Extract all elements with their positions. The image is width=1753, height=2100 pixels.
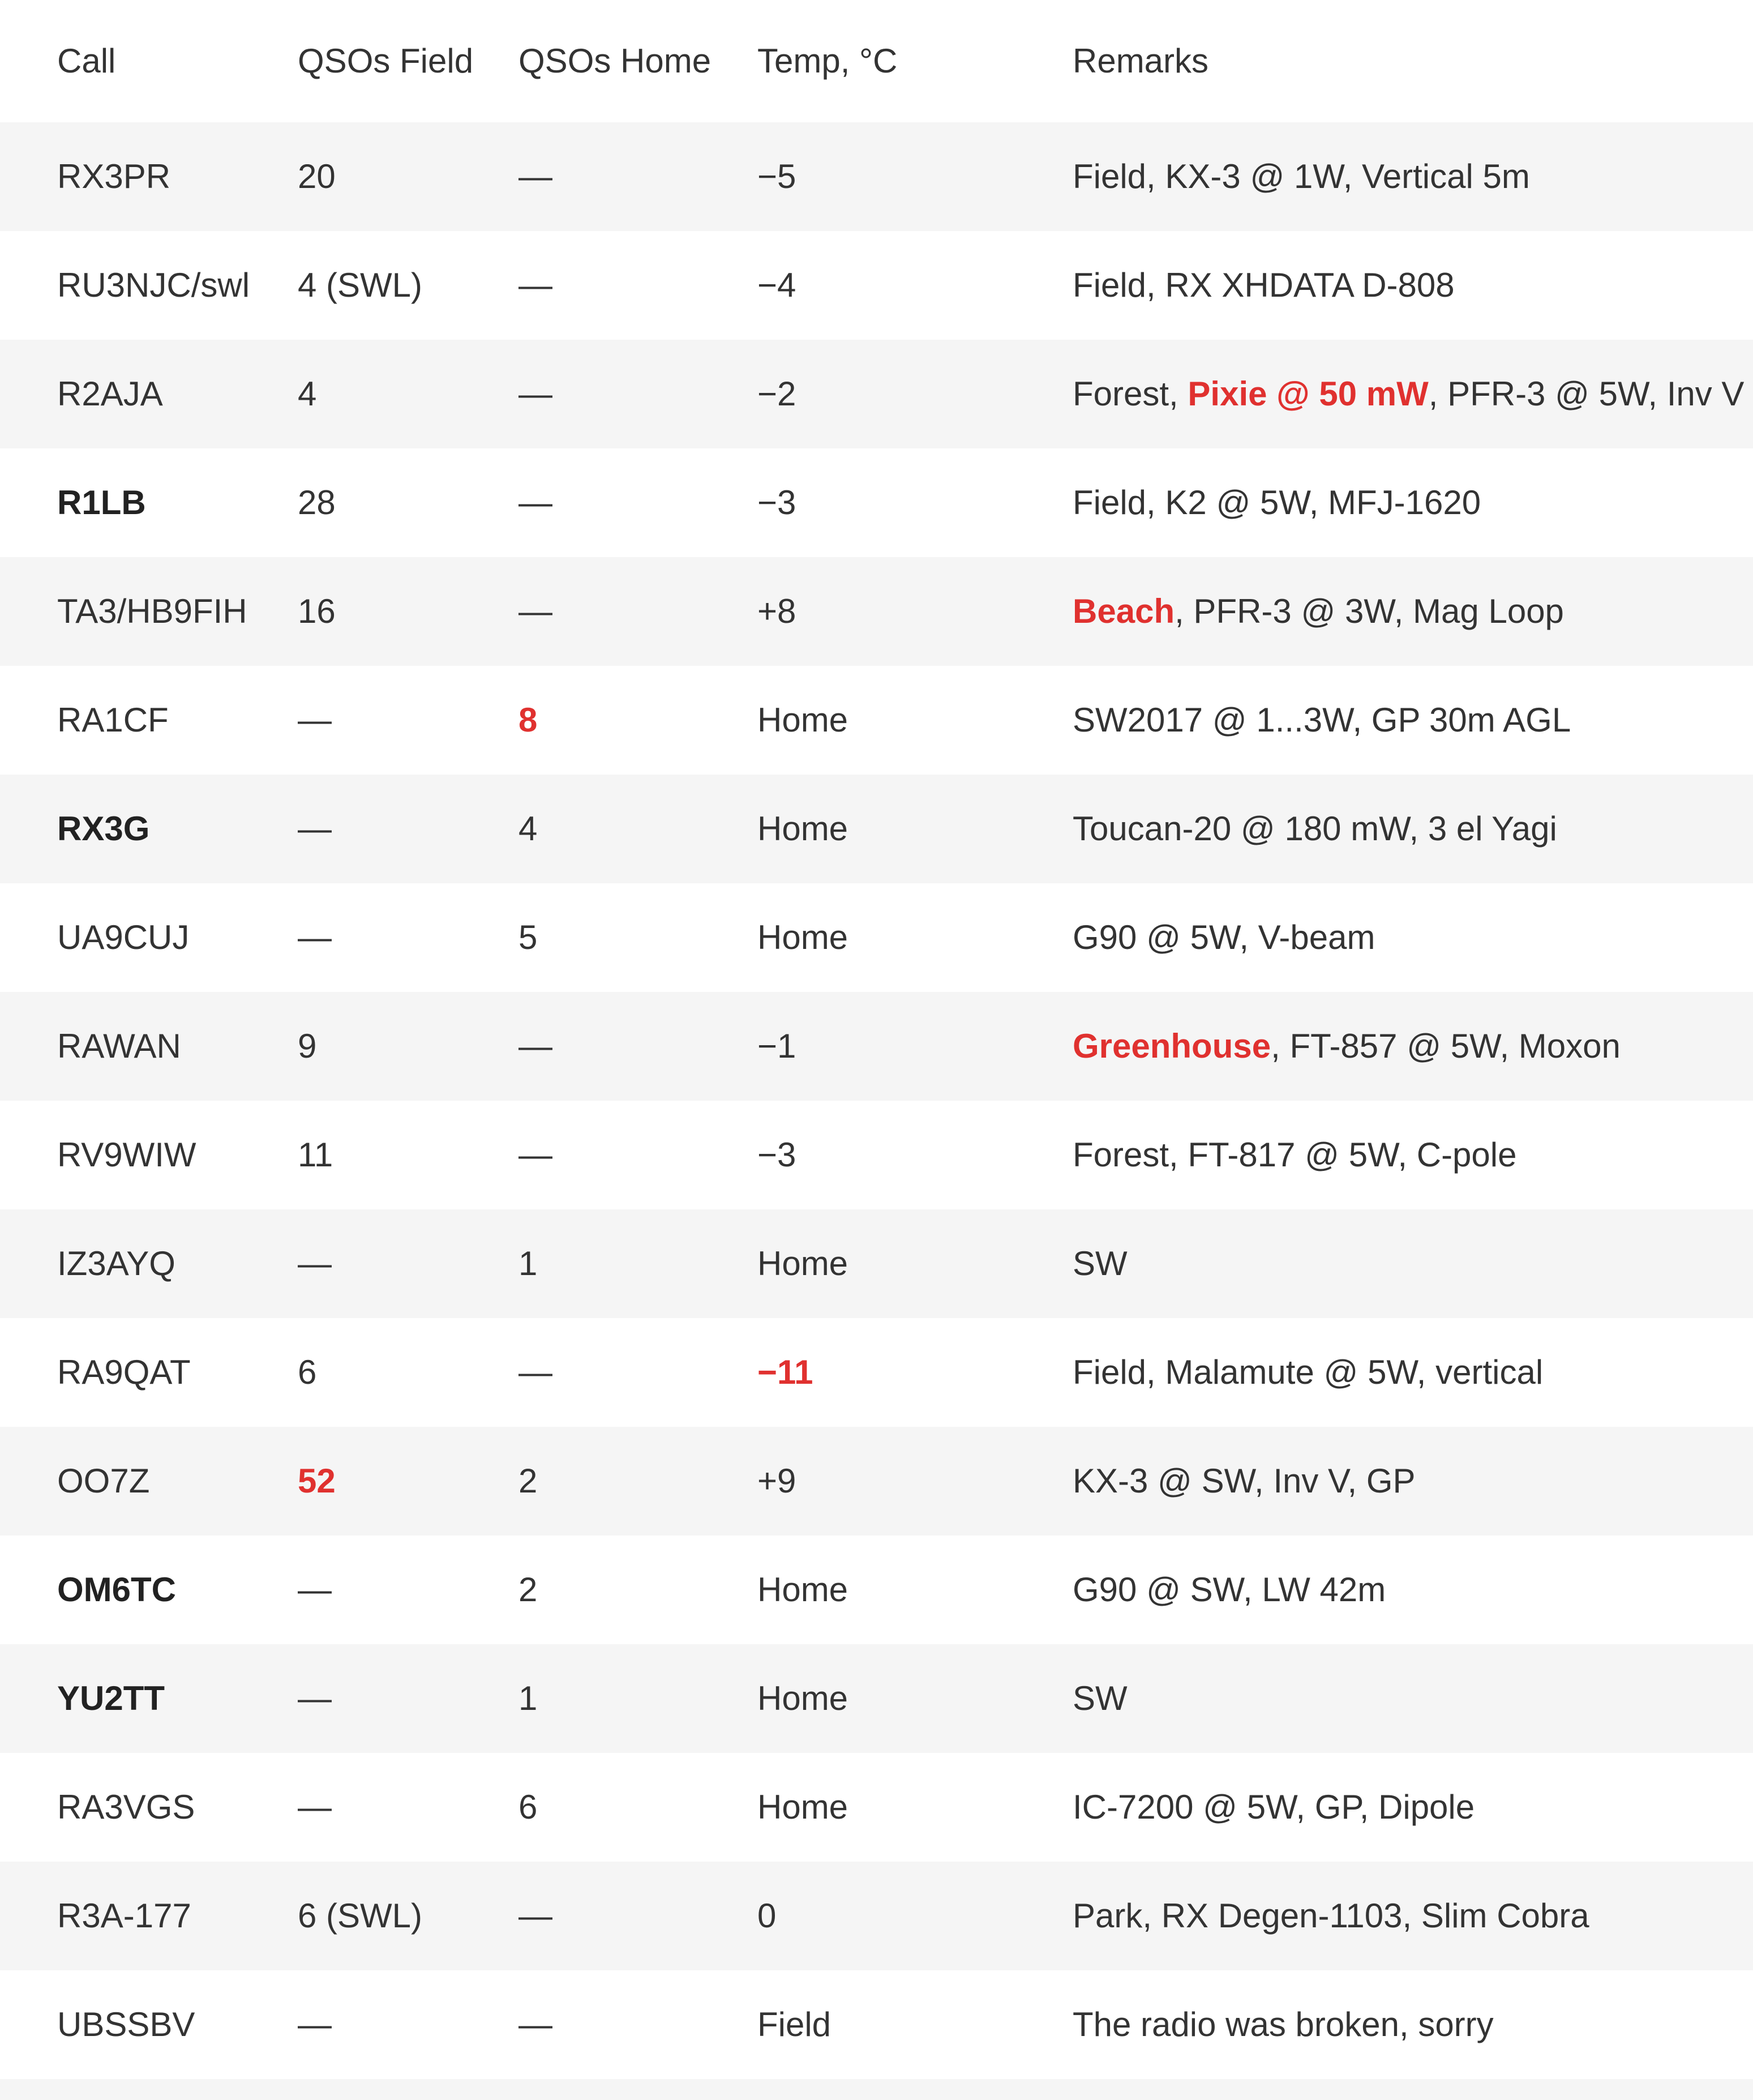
cell-remarks <box>1073 268 1455 302</box>
cell-remarks <box>1073 1029 1621 1063</box>
cell-qsos-home: 8 <box>518 701 538 739</box>
cell-remarks <box>1073 812 1557 846</box>
cell-call: UBSSBV <box>57 2005 195 2043</box>
cell-call: RX3G <box>57 810 150 848</box>
remark-text: SW2017 @ 1...3W, GP 30m AGL <box>1073 701 1571 739</box>
cell-remarks <box>1073 1464 1416 1498</box>
cell-temp: Home <box>757 1244 848 1282</box>
cell-temp: +9 <box>757 1462 796 1500</box>
cell-temp: Home <box>757 1571 848 1609</box>
cell-qsos-field: 28 <box>298 484 336 521</box>
header-temp: Temp, °C <box>757 42 898 80</box>
cell-qsos-home: 4 <box>518 810 538 848</box>
table-row <box>0 992 1753 1101</box>
remark-text: IC-7200 @ 5W, GP, Dipole <box>1073 1788 1475 1826</box>
header-qsos-home: QSOs Home <box>518 42 712 80</box>
cell-qsos-field: — <box>298 701 332 739</box>
cell-qsos-home: 2 <box>518 1571 538 1609</box>
cell-qsos-field: — <box>298 1244 332 1282</box>
remark-highlight: Pixie @ 50 mW <box>1188 375 1429 413</box>
cell-remarks <box>1073 377 1744 411</box>
remark-text: SW <box>1073 1679 1128 1717</box>
header-remarks: Remarks <box>1073 42 1209 80</box>
table-row <box>0 231 1753 340</box>
table-bottom-strip <box>0 2079 1753 2100</box>
table-row <box>0 340 1753 448</box>
cell-remarks <box>1073 157 1530 195</box>
cell-call: RV9WIW <box>57 1136 196 1174</box>
cell-temp: Field <box>757 2005 832 2043</box>
cell-qsos-home: 1 <box>518 1679 538 1717</box>
cell-qsos-field: 6 (SWL) <box>298 1897 423 1935</box>
cell-qsos-field: 4 (SWL) <box>298 266 423 304</box>
table-row <box>0 883 1753 992</box>
cell-temp: +8 <box>757 592 796 630</box>
cell-qsos-field: 9 <box>298 1027 317 1065</box>
table-row <box>0 775 1753 883</box>
cell-remarks <box>1073 1138 1516 1172</box>
cell-call: RU3NJC/swl <box>57 266 250 304</box>
table-row <box>0 1644 1753 1753</box>
cell-call: RA9QAT <box>57 1353 191 1391</box>
cell-temp: 0 <box>757 1897 777 1935</box>
cell-qsos-home: — <box>518 1353 552 1391</box>
remark-text: SW <box>1073 1244 1128 1282</box>
cell-call: R3A-177 <box>57 1897 191 1935</box>
cell-qsos-field: — <box>298 1679 332 1717</box>
remark-text: G90 @ SW, LW 42m <box>1073 1571 1386 1609</box>
remark-text: Field, K2 @ 5W, MFJ-1620 <box>1073 484 1481 521</box>
header-qsos-field: QSOs Field <box>298 42 474 80</box>
table-row <box>0 448 1753 557</box>
remark-text: , FT-857 @ 5W, Moxon <box>1271 1027 1621 1065</box>
cell-qsos-field: 16 <box>298 592 336 630</box>
cell-temp: Home <box>757 1788 848 1826</box>
table-row <box>0 1753 1753 1862</box>
cell-qsos-field: — <box>298 1571 332 1609</box>
cell-call: RAWAN <box>57 1027 181 1065</box>
cell-qsos-field: — <box>298 810 332 848</box>
cell-temp: Home <box>757 701 848 739</box>
table-row <box>0 1536 1753 1644</box>
remark-text: The radio was broken, sorry <box>1073 2005 1494 2043</box>
cell-qsos-field: 4 <box>298 375 317 413</box>
remark-highlight: Beach <box>1073 592 1175 630</box>
cell-qsos-field: 11 <box>298 1136 333 1174</box>
cell-remarks <box>1073 594 1564 628</box>
remark-text: Forest, FT-817 @ 5W, C-pole <box>1073 1136 1517 1174</box>
cell-call: YU2TT <box>57 1679 165 1717</box>
cell-qsos-home: 6 <box>518 1788 538 1826</box>
table-row <box>0 122 1753 231</box>
table-header <box>0 0 1753 122</box>
cell-qsos-home: — <box>518 375 552 413</box>
cell-call: RA1CF <box>57 701 169 739</box>
cell-remarks <box>1073 2005 1494 2043</box>
table-row <box>0 1427 1753 1536</box>
cell-temp: −11 <box>757 1353 813 1391</box>
cell-qsos-home: — <box>518 484 552 521</box>
cell-temp: −4 <box>757 266 796 304</box>
cell-call: IZ3AYQ <box>57 1244 175 1282</box>
remark-text: KX-3 @ SW, Inv V, GP <box>1073 1462 1416 1500</box>
table-row <box>0 1318 1753 1427</box>
cell-qsos-home: — <box>518 2005 552 2043</box>
cell-qsos-home: — <box>518 266 552 304</box>
table-row <box>0 666 1753 775</box>
cell-call: R2AJA <box>57 375 163 413</box>
cell-remarks <box>1073 1790 1475 1824</box>
remark-text: Forest, <box>1073 375 1188 413</box>
table-row <box>0 557 1753 666</box>
cell-remarks <box>1073 703 1571 737</box>
table-row <box>0 1970 1753 2079</box>
cell-qsos-home: — <box>518 1897 552 1935</box>
cell-qsos-field: 6 <box>298 1353 317 1391</box>
cell-qsos-home: 1 <box>518 1244 538 1282</box>
cell-remarks <box>1073 1355 1543 1389</box>
cell-qsos-home: 2 <box>518 1462 538 1500</box>
remark-text: Field, RX XHDATA D-808 <box>1073 266 1455 304</box>
cell-temp: −3 <box>757 1136 796 1174</box>
cell-call: RX3PR <box>57 157 171 195</box>
cell-temp: −3 <box>757 484 796 521</box>
cell-call: R1LB <box>57 484 146 521</box>
remark-text: Field, Malamute @ 5W, vertical <box>1073 1353 1544 1391</box>
cell-call: OO7Z <box>57 1462 150 1500</box>
cell-remarks <box>1073 1899 1589 1933</box>
cell-call: RA3VGS <box>57 1788 195 1826</box>
remark-text: Park, RX Degen-1103, Slim Cobra <box>1073 1897 1589 1935</box>
table-body <box>0 122 1753 2079</box>
cell-call: TA3/HB9FIH <box>57 592 247 630</box>
cell-call: UA9CUJ <box>57 918 190 956</box>
cell-temp: Home <box>757 918 848 956</box>
remark-text: , PFR-3 @ 5W, Inv V <box>1428 375 1745 413</box>
cell-temp: −5 <box>757 157 796 195</box>
table-row <box>0 1209 1753 1318</box>
remark-text: G90 @ 5W, V-beam <box>1073 918 1375 956</box>
cell-remarks <box>1073 1679 1128 1717</box>
cell-qsos-home: — <box>518 1027 552 1065</box>
cell-qsos-field: — <box>298 918 332 956</box>
cell-qsos-home: — <box>518 1136 552 1174</box>
remark-text: Field, KX-3 @ 1W, Vertical 5m <box>1073 157 1530 195</box>
cell-temp: −1 <box>757 1027 796 1065</box>
cell-remarks <box>1073 918 1375 956</box>
cell-call: OM6TC <box>57 1571 176 1609</box>
cell-temp: Home <box>757 1679 848 1717</box>
remark-text: , PFR-3 @ 3W, Mag Loop <box>1175 592 1564 630</box>
cell-temp: Home <box>757 810 848 848</box>
table-row <box>0 1101 1753 1209</box>
cell-remarks <box>1073 1573 1386 1607</box>
remark-highlight: Greenhouse <box>1073 1027 1271 1065</box>
table-row <box>0 1862 1753 1970</box>
cell-qsos-field: 52 <box>298 1462 336 1500</box>
cell-qsos-field: — <box>298 2005 332 2043</box>
cell-qsos-home: — <box>518 592 552 630</box>
cell-temp: −2 <box>757 375 796 413</box>
cell-qsos-home: 5 <box>518 918 538 956</box>
remark-text: Toucan-20 @ 180 mW, 3 el Yagi <box>1073 810 1557 848</box>
cell-qsos-field: — <box>298 1788 332 1826</box>
cell-qsos-home: — <box>518 157 552 195</box>
cell-remarks <box>1073 1244 1128 1282</box>
cell-remarks <box>1073 486 1481 520</box>
header-call: Call <box>57 42 116 80</box>
cell-qsos-field: 20 <box>298 157 336 195</box>
